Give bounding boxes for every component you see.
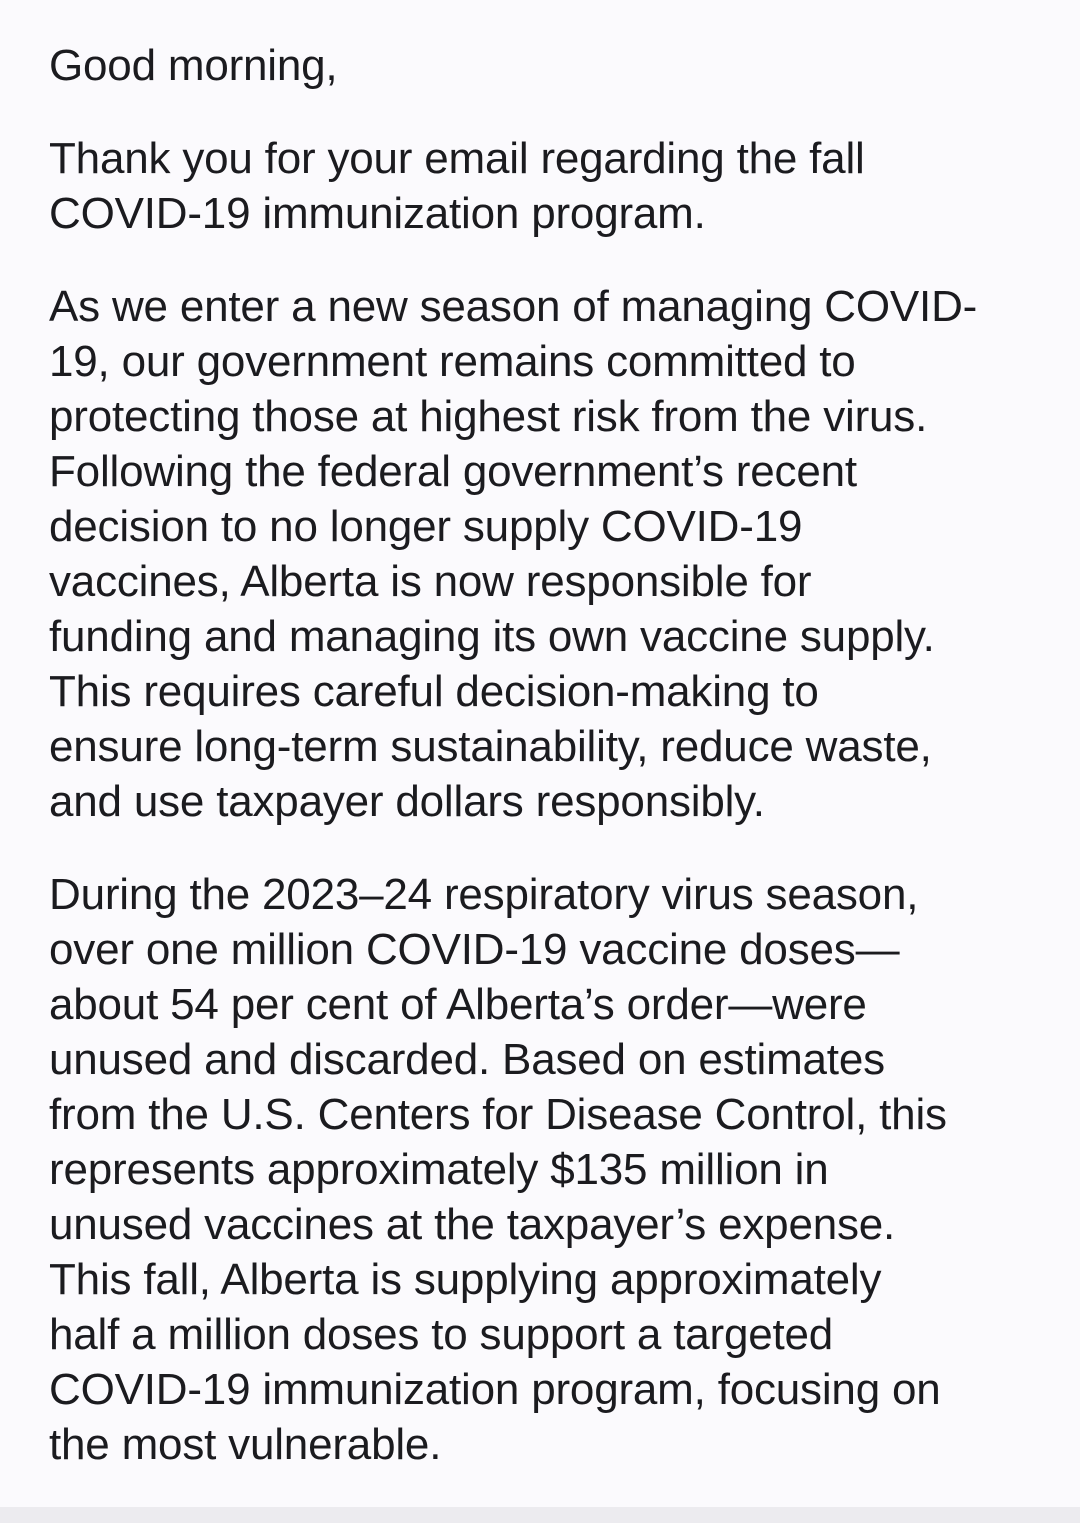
paragraph-3-line: unused and discarded. Based on estimates: [49, 1035, 885, 1084]
email-paragraph-1: [49, 131, 1049, 241]
paragraph-1-line: Thank you for your email regarding the fall: [49, 134, 865, 183]
bottom-divider-strip: [0, 1507, 1080, 1523]
paragraph-2-line: This requires careful decision-making to: [49, 667, 819, 716]
paragraph-2-line: As we enter a new season of managing COVID-: [49, 282, 978, 331]
email-body: [49, 38, 1049, 1472]
paragraph-3-line: the most vulnerable.: [49, 1420, 442, 1469]
paragraph-2-line: 19, our government remains committed to: [49, 337, 856, 386]
paragraph-3-line: represents approximately $135 million in: [49, 1145, 829, 1194]
email-paragraph-3: [49, 867, 1049, 1472]
paragraph-3-line: over one million COVID-19 vaccine doses—: [49, 925, 900, 974]
paragraph-2-line: vaccines, Alberta is now responsible for: [49, 557, 812, 606]
paragraph-3-line: from the U.S. Centers for Disease Control, this: [49, 1090, 947, 1139]
paragraph-2-line: and use taxpayer dollars responsibly.: [49, 777, 765, 826]
email-paragraph-2: [49, 279, 1049, 829]
paragraph-3-line: COVID-19 immunization program, focusing on: [49, 1365, 941, 1414]
paragraph-2-line: Following the federal government’s recent: [49, 447, 857, 496]
paragraph-1-line: COVID-19 immunization program.: [49, 189, 706, 238]
email-greeting: [49, 38, 1049, 93]
paragraph-3-line: unused vaccines at the taxpayer’s expense.: [49, 1200, 896, 1249]
paragraph-2-line: funding and managing its own vaccine supply.: [49, 612, 935, 661]
paragraph-2-line: protecting those at highest risk from the virus.: [49, 392, 928, 441]
paragraph-3-line: This fall, Alberta is supplying approximately: [49, 1255, 882, 1304]
paragraph-2-line: decision to no longer supply COVID-19: [49, 502, 803, 551]
paragraph-2-line: ensure long-term sustainability, reduce waste,: [49, 722, 932, 771]
greeting-line: Good morning,: [49, 41, 338, 90]
paragraph-3-line: about 54 per cent of Alberta’s order—were: [49, 980, 867, 1029]
paragraph-3-line: half a million doses to support a targeted: [49, 1310, 834, 1359]
paragraph-3-line: During the 2023–24 respiratory virus season,: [49, 870, 919, 919]
